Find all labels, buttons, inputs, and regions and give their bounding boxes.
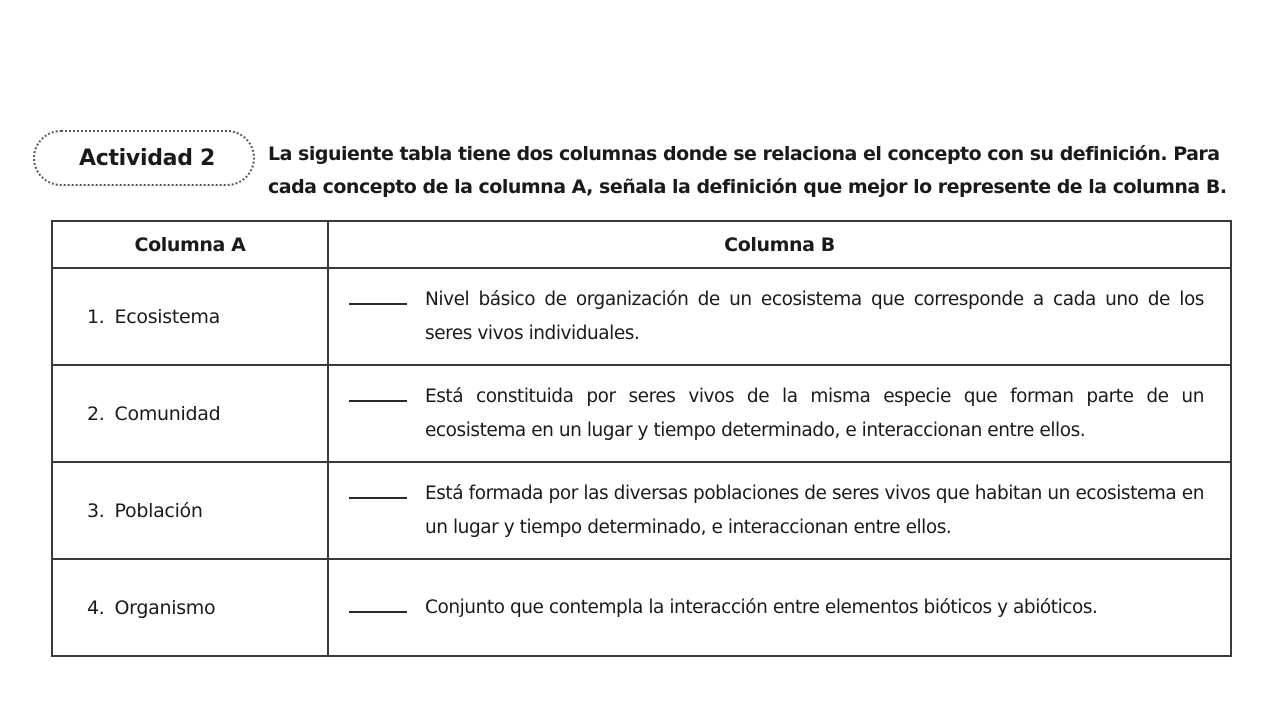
definition-text: Nivel básico de organización de un ecosistema que corresponde a cada uno de los seres vivos individuales.: [425, 288, 1204, 344]
definition-text: Conjunto que contempla la interacción entre elementos bióticos y abióticos.: [425, 596, 1098, 618]
definition-text: Está constituida por seres vivos de la misma especie que forman parte de un ecosistema en un lugar y tiempo determinado, e interaccionan entre ellos.: [425, 385, 1204, 441]
concept-cell: [52, 462, 328, 559]
concept-number: 1.: [87, 305, 105, 328]
concept-label: Ecosistema: [114, 305, 220, 328]
column-a-header: Columna A: [52, 221, 328, 268]
concept-cell: [52, 559, 328, 656]
answer-blank[interactable]: [349, 400, 407, 402]
column-b-header: Columna B: [328, 221, 1231, 268]
definition-cell: [328, 559, 1231, 656]
instructions-line-2: cada concepto de la columna A, señala la definición que mejor lo represente de la columna B.: [268, 176, 1227, 198]
concept-label: Comunidad: [114, 402, 221, 425]
definition-text: Está formada por las diversas poblaciones de seres vivos que habitan un ecosistema en un lugar y tiempo determinado, e interaccionan entre ellos.: [425, 482, 1204, 538]
table-row: [52, 559, 1231, 656]
activity-badge-label: Actividad 2: [79, 145, 216, 171]
definition-cell: [328, 462, 1231, 559]
table-row: [52, 268, 1231, 365]
answer-blank[interactable]: [349, 497, 407, 499]
instructions-line-1: La siguiente tabla tiene dos columnas donde se relaciona el concepto con su definición. Para: [268, 143, 1220, 165]
concept-cell: [52, 268, 328, 365]
table-header-row: [52, 221, 1231, 268]
concept-number: 4.: [87, 596, 105, 619]
concept-label: Población: [114, 499, 203, 522]
matching-table: [51, 220, 1232, 657]
table-row: [52, 462, 1231, 559]
concept-number: 3.: [87, 499, 105, 522]
activity-badge: [33, 130, 255, 186]
definition-cell: [328, 365, 1231, 462]
concept-cell: [52, 365, 328, 462]
concept-number: 2.: [87, 402, 105, 425]
table-row: [52, 365, 1231, 462]
answer-blank[interactable]: [349, 303, 407, 305]
activity-instructions: [268, 138, 1243, 204]
answer-blank[interactable]: [349, 611, 407, 613]
definition-cell: [328, 268, 1231, 365]
concept-label: Organismo: [114, 596, 216, 619]
